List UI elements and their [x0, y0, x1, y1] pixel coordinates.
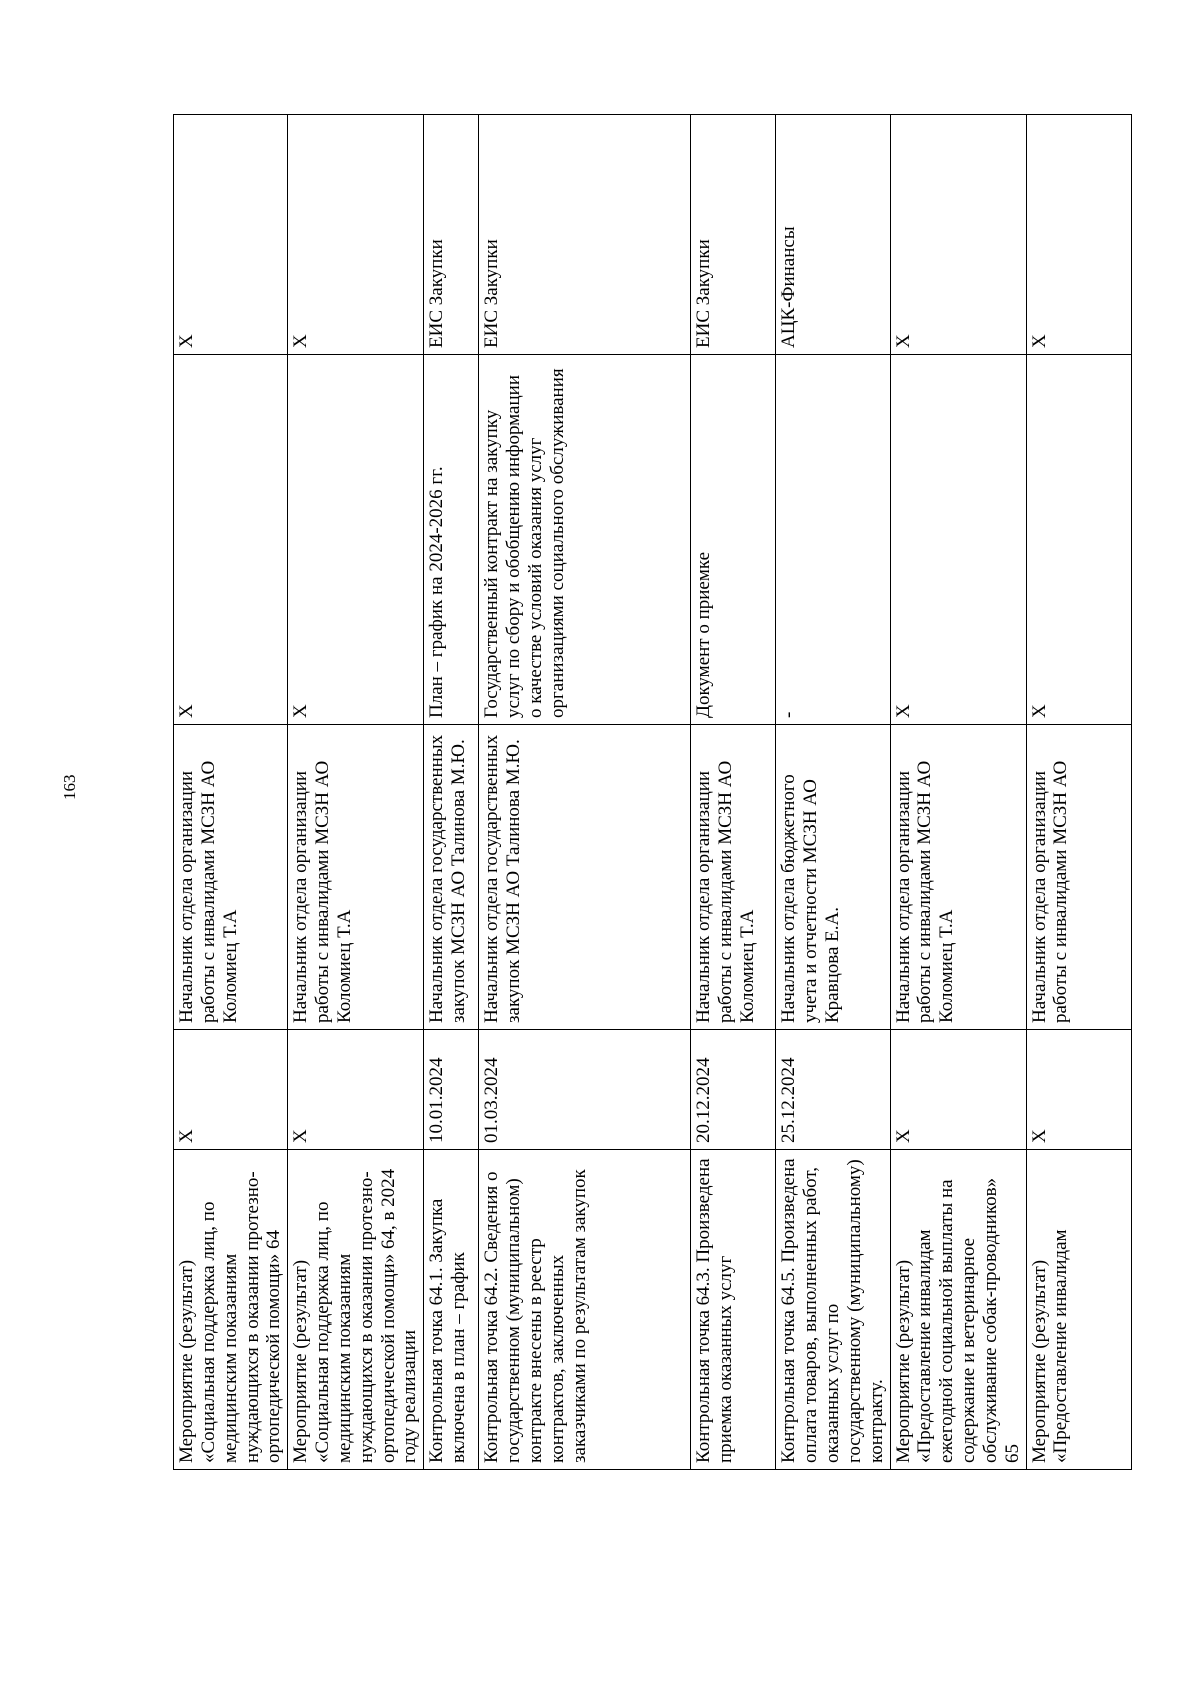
- responsible-cell: Начальник отдела организации работы с инвалидами МСЗН АО Коломиец Т.А: [174, 725, 288, 1030]
- table-row: [288, 114, 424, 1469]
- event-name-cell: Мероприятие (результат) «Социальная поддержка лиц, по медицинским показаниям нуждающихся в оказании протезно-ортопедической помощи» 64: [174, 1150, 288, 1470]
- info-system-cell: X: [890, 114, 1026, 354]
- date-cell: 25.12.2024: [776, 1030, 890, 1150]
- date-cell: X: [1026, 1030, 1131, 1150]
- table-row: [479, 114, 691, 1469]
- rotated-table-wrapper: [173, 115, 1113, 1470]
- document-cell: X: [890, 354, 1026, 724]
- responsible-cell: Начальник отдела организации работы с инвалидами МСЗН АО Коломиец Т.А: [288, 725, 424, 1030]
- info-system-cell: ЕИС Закупки: [479, 114, 691, 354]
- document-cell: X: [1026, 354, 1131, 724]
- responsible-cell: Начальник отдела бюджетного учета и отчетности МСЗН АО Кравцова Е.А.: [776, 725, 890, 1030]
- responsible-cell: Начальник отдела организации работы с инвалидами МСЗН АО Коломиец Т.А: [890, 725, 1026, 1030]
- event-name-cell: Мероприятие (результат) «Социальная поддержка лиц, по медицинским показаниям нуждающихся в оказании протезно-ортопедической помощи» 64, в 2024 году реализации: [288, 1150, 424, 1470]
- page-number: 163: [60, 774, 79, 800]
- document-cell: X: [174, 354, 288, 724]
- responsible-cell: Начальник отдела государственных закупок МСЗН АО Талинова М.Ю.: [424, 725, 479, 1030]
- table-row: [424, 114, 479, 1469]
- info-system-cell: X: [174, 114, 288, 354]
- document-cell: Документ о приемке: [691, 354, 776, 724]
- date-cell: X: [174, 1030, 288, 1150]
- date-cell: 10.01.2024: [424, 1030, 479, 1150]
- event-name-cell: Контрольная точка 64.5. Произведена оплата товаров, выполненных работ, оказанных услуг по государственному (муниципальному) контракту.: [776, 1150, 890, 1470]
- responsible-cell: Начальник отдела организации работы с инвалидами МСЗН АО Коломиец Т.А: [691, 725, 776, 1030]
- info-system-cell: АЦК-Финансы: [776, 114, 890, 354]
- date-cell: X: [288, 1030, 424, 1150]
- info-system-cell: X: [288, 114, 424, 354]
- date-cell: X: [890, 1030, 1026, 1150]
- document-cell: План – график на 2024-2026 гг.: [424, 354, 479, 724]
- document-cell: Государственный контракт на закупку услуг по сбору и обобщению информации о качестве условий оказания услуг организациями социального обслуживания: [479, 354, 691, 724]
- table-row: [691, 114, 776, 1469]
- info-system-cell: ЕИС Закупки: [691, 114, 776, 354]
- responsible-cell: Начальник отдела организации работы с инвалидами МСЗН АО: [1026, 725, 1131, 1030]
- event-name-cell: Мероприятие (результат) «Предоставление инвалидам ежегодной социальной выплаты на содержание и ветеринарное обслуживание собак-проводников» 65: [890, 1150, 1026, 1470]
- table-row: [776, 114, 890, 1469]
- info-system-cell: ЕИС Закупки: [424, 114, 479, 354]
- table-row: [174, 114, 288, 1469]
- table-row: [1026, 114, 1131, 1469]
- event-name-cell: Контрольная точка 64.2. Сведения о государственном (муниципальном) контракте внесены в реестр контрактов, заключенных заказчиками по результатам закупок: [479, 1150, 691, 1470]
- date-cell: 01.03.2024: [479, 1030, 691, 1150]
- plan-table: [173, 114, 1132, 1470]
- document-cell: X: [288, 354, 424, 724]
- info-system-cell: X: [1026, 114, 1131, 354]
- responsible-cell: Начальник отдела государственных закупок МСЗН АО Талинова М.Ю.: [479, 725, 691, 1030]
- event-name-cell: Мероприятие (результат) «Предоставление инвалидам: [1026, 1150, 1131, 1470]
- table-row: [890, 114, 1026, 1469]
- date-cell: 20.12.2024: [691, 1030, 776, 1150]
- event-name-cell: Контрольная точка 64.1. Закупка включена в план – график: [424, 1150, 479, 1470]
- event-name-cell: Контрольная точка 64.3. Произведена приемка оказанных услуг: [691, 1150, 776, 1470]
- document-cell: -: [776, 354, 890, 724]
